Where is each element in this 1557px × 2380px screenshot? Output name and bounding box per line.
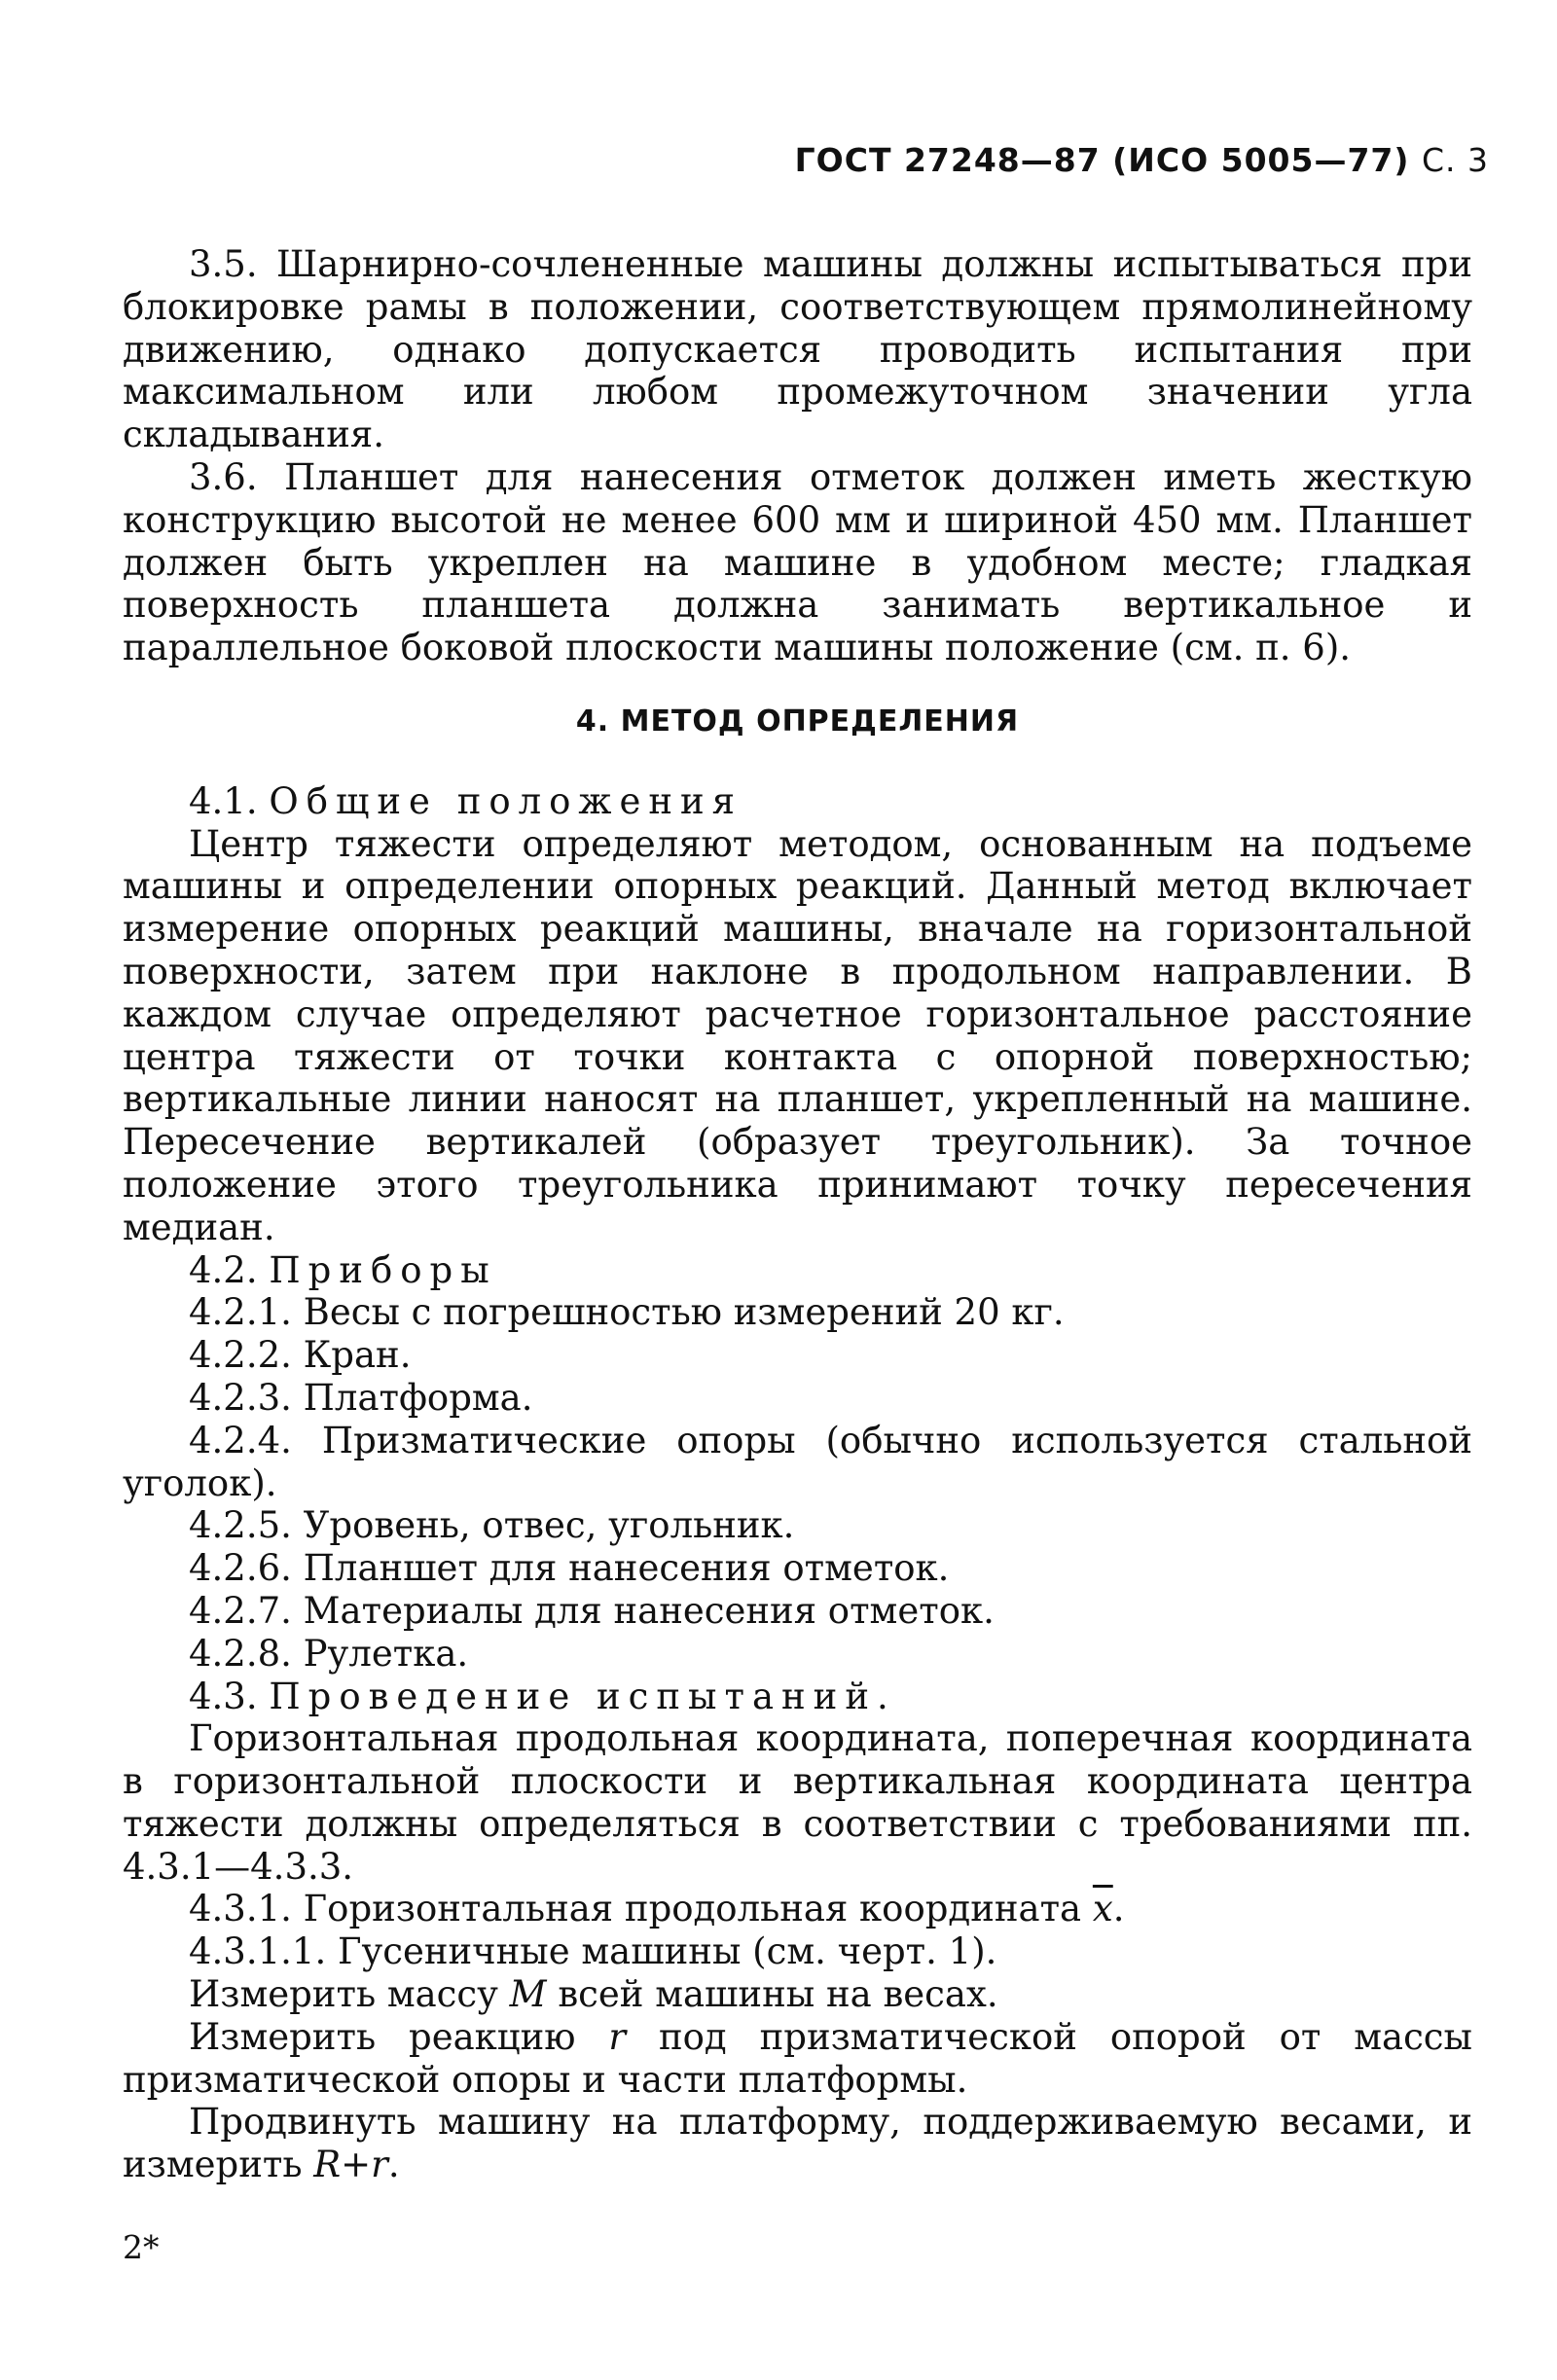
measure-reaction-before: Измерить реакцию — [189, 2015, 609, 2058]
measure-mass-before: Измерить массу — [189, 1973, 510, 2016]
x-bar-symbol: $\overline{x}$ — [1092, 1888, 1113, 1930]
measure-reaction-after: под призматической опорой от массы призматической опоры и части платформы. — [123, 2015, 1472, 2101]
subsection-4-2-number: 4.2. — [189, 1248, 258, 1291]
instrument-item: 4.2.5. Уровень, отвес, угольник. — [189, 1504, 795, 1547]
reaction-formula: R+r — [313, 2144, 388, 2186]
subsection-4-3-heading — [123, 1676, 1472, 1718]
signature-mark: 2* — [123, 2228, 160, 2266]
section-4-title: 4. МЕТОД ОПРЕДЕЛЕНИЯ — [575, 703, 1020, 739]
advance-before: Продвинуть машину на платформу, поддерживаемую весами, и измерить — [123, 2101, 1472, 2186]
paragraph-4-3-1 — [123, 1888, 1472, 1930]
paragraph-4-3-1-end: . — [1112, 1888, 1125, 1930]
subsection-4-2-heading — [123, 1249, 1472, 1292]
instrument-item: 4.2.4. Призматические опоры (обычно используется стальной уголок). — [123, 1419, 1472, 1504]
subsection-4-1-number: 4.1. — [189, 779, 258, 822]
doc-code: ГОСТ 27248—87 (ИСО 5005—77) — [794, 141, 1410, 179]
measure-mass-after: всей машины на весах. — [546, 1973, 998, 2016]
subsection-4-3-title: Проведение испытаний. — [269, 1675, 896, 1717]
instrument-item: 4.2.6. Планшет для нанесения отметок. — [189, 1547, 950, 1590]
subsection-4-1-heading — [123, 780, 1472, 823]
reaction-symbol: r — [608, 2015, 627, 2058]
paragraph-4-3-1-1: 4.3.1.1. Гусеничные машины (см. черт. 1). — [189, 1930, 997, 1973]
paragraph-3-6: 3.6. Планшет для нанесения отметок должен иметь жесткую конструкцию высотой не менее 600 мм и шириной 450 мм. Планшет должен быть укреплен на машине в удобном месте; гладкая поверхность планшета должна занимать вертикальное и параллельное боковой плоскости машины положение (см. п. 6). — [123, 455, 1472, 669]
paragraph-4-1: Центр тяжести определяют методом, основанным на подъеме машины и определении опорных реакций. Данный метод включает измерение опорных реакций машины, вначале на горизонтальной поверхности, затем при наклоне в продольном направлении. В каждом случае определяют расчетное горизонтальное расстояние центра тяжести от точки контакта с опорной поверхностью; вертикальные линии наносят на планшет, укрепленный на машине. Пересечение вертикалей (образует треугольник). За точное положение этого треугольника принимают точку пересечения медиан. — [123, 822, 1472, 1248]
subsection-4-2-title: Приборы — [269, 1248, 497, 1291]
paragraph-3-5: 3.5. Шарнирно-сочлененные машины должны испытываться при блокировке рамы в положении, соответствующем прямолинейному движению, однако допускается проводить испытания при максимальном или любом промежуточном значении угла складывания. — [123, 243, 1472, 456]
page-header — [795, 141, 1489, 179]
advance-after: . — [387, 2144, 400, 2186]
page-number: С. 3 — [1421, 141, 1489, 179]
instrument-item: 4.2.2. Кран. — [189, 1334, 412, 1377]
paragraph-4-3: Горизонтальная продольная координата, поперечная координата в горизонтальной плоскости и вертикальная координата центра тяжести должны определяться в соответствии с требованиями пп. 4.3.1—4.3.3. — [123, 1717, 1472, 1888]
instrument-item: 4.2.8. Рулетка. — [189, 1632, 469, 1675]
instrument-item: 4.2.7. Материалы для нанесения отметок. — [189, 1589, 995, 1632]
instrument-item: 4.2.1. Весы с погрешностью измерений 20 кг. — [189, 1291, 1065, 1334]
subsection-4-3-number: 4.3. — [189, 1675, 258, 1717]
paragraph-advance-machine — [123, 2101, 1472, 2186]
document-body — [123, 243, 1472, 2186]
paragraph-measure-mass — [123, 1973, 1472, 2016]
mass-symbol: M — [509, 1973, 547, 2016]
subsection-4-1-title: Общие положения — [269, 779, 743, 822]
instrument-item: 4.2.3. Платформа. — [189, 1376, 533, 1419]
paragraph-measure-reaction — [123, 2016, 1472, 2102]
instruments-list — [123, 1291, 1472, 1675]
paragraph-4-3-1-text: 4.3.1. Горизонтальная продольная координата — [189, 1888, 1093, 1930]
